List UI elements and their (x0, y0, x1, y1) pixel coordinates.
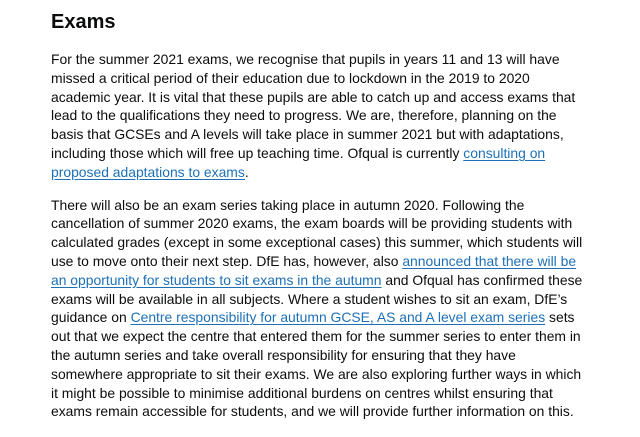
guidance-link[interactable]: Centre responsibility for autumn GCSE, AS and A level exam series (130, 309, 546, 326)
paragraph2-text-3: sets out that we expect the centre that entered them for the summer series to enter them in the autumn series and take overall responsibility for ensuring that they have somewhere appropriate to sit their exams. We are also exploring further ways in which it might be possible to minimise additional burdens on centres whilst ensuring that exams remain accessible for students, and we will provide further information on this. (51, 309, 582, 420)
paragraph2-text-1: There will also be an exam series taking place in autumn 2020. Following the cancellation of summer 2020 exams, the exam boards will be providing students with calculated grades (except in some exceptional cases) this summer, which students will use to move onto their next step. DfE has, however, also (51, 196, 583, 269)
paragraph-autumn-2020 (51, 196, 591, 422)
page-heading: Exams (51, 11, 116, 33)
announcement-link[interactable]: announced that there will be an opportunity for students to sit exams in the autumn (51, 252, 577, 288)
paragraph1-text-before: For the summer 2021 exams, we recognise that pupils in years 11 and 13 will have missed a critical period of their education due to lockdown in the 2019 to 2020 academic year. It is vital that these pupils are able to catch up and access exams that lead to the qualifications they need to progress. We are, therefore, planning on the basis that GCSEs and A levels will take place in summer 2021 but with adaptations, including those which will free up teaching time. Ofqual is currently (51, 51, 576, 161)
paragraph-summer-2021 (51, 50, 591, 182)
content (51, 8, 591, 421)
consultation-link[interactable]: consulting on proposed adaptations to exams (51, 144, 546, 180)
paragraph2-text-2: and Ofqual has confirmed these exams will be available in all subjects. Where a student wishes to sit an exam, DfE’s guidance on (51, 271, 583, 326)
paragraph1-text-after: . (244, 163, 249, 180)
